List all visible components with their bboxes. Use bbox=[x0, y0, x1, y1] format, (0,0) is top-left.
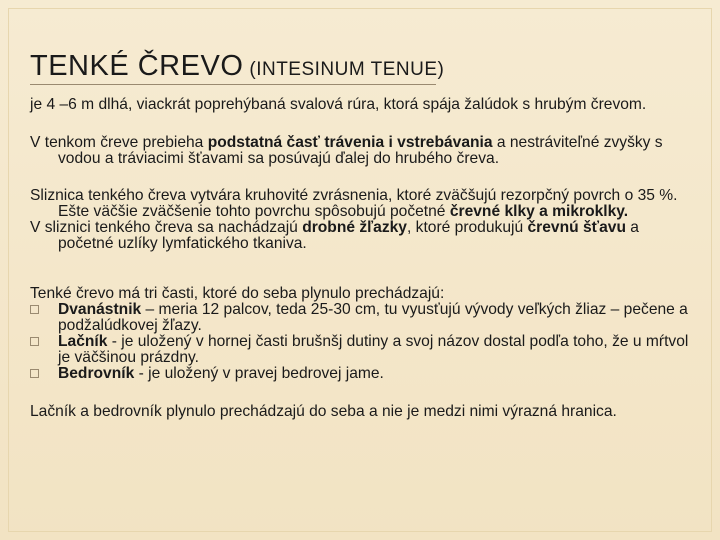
text-span: Sliznica tenkého čreva vytvára kruhovité zvrásnenia, ktoré zväčšujú rezorpčný povrch o 35 %. Ešte väčšie zväčšenie tohto povrchu spôsobujú početné bbox=[30, 187, 678, 220]
text-span: – meria 12 palcov, teda 25-30 cm, tu vyusťujú vývody veľkých žliaz – pečene a podžalúdkovej žľazy. bbox=[58, 301, 688, 334]
paragraph-glands bbox=[30, 220, 698, 252]
bold-text: Dvanástnik bbox=[58, 301, 142, 318]
text-span: , ktoré produkujú bbox=[406, 219, 528, 236]
text-span: V sliznici tenkého čreva sa nachádzajú bbox=[30, 219, 303, 236]
paragraph-length: je 4 –6 m dlhá, viackrát poprehýbaná svalová rúra, ktorá spája žalúdok s hrubým črevom. bbox=[30, 96, 647, 113]
paragraph-parts-intro: Tenké črevo má tri časti, ktoré do seba plynulo prechádzajú: bbox=[30, 285, 445, 302]
list-item-duodenum bbox=[30, 302, 698, 334]
bold-text: Bedrovník bbox=[58, 365, 135, 382]
text-span: a početné uzlíky lymfatického tkaniva. bbox=[58, 219, 639, 252]
slide-title bbox=[30, 50, 444, 83]
paragraph-digestion bbox=[30, 135, 698, 167]
bold-text: podstatná časť trávenia i vstrebávania bbox=[207, 134, 493, 151]
title-main: TENKÉ ČREVO bbox=[30, 50, 244, 82]
title-underline bbox=[30, 84, 436, 85]
paragraph-boundary: Lačník a bedrovník plynulo prechádzajú do seba a nie je medzi nimi výrazná hranica. bbox=[30, 403, 617, 420]
text-span: a nestráviteľné zvyšky s vodou a tráviacimi šťavami sa posúvajú ďalej do hrubého čreva. bbox=[58, 134, 663, 167]
bold-text: drobné žľazky bbox=[302, 219, 407, 236]
list-item-jejunum bbox=[30, 334, 698, 366]
text-span: V tenkom čreve prebieha bbox=[30, 134, 208, 151]
bullet-box-icon bbox=[30, 337, 39, 346]
bold-text: Lačník bbox=[58, 333, 108, 350]
text-span: - je uložený v pravej bedrovej jame. bbox=[134, 365, 384, 382]
paragraph-mucosa bbox=[30, 188, 698, 220]
bullet-box-icon bbox=[30, 369, 39, 378]
bullet-box-icon bbox=[30, 305, 39, 314]
text-span: - je uložený v hornej časti brušnšj dutiny a svoj názov dostal podľa toho, že u mŕtvol je väčšinou prázdny. bbox=[58, 333, 689, 366]
list-item-ileum bbox=[30, 366, 698, 382]
bold-text: črevnú šťavu bbox=[527, 219, 626, 236]
bold-text: črevné klky a mikroklky. bbox=[449, 203, 629, 220]
slide-content bbox=[30, 97, 698, 420]
title-subtitle: (INTESINUM TENUE) bbox=[249, 59, 445, 80]
